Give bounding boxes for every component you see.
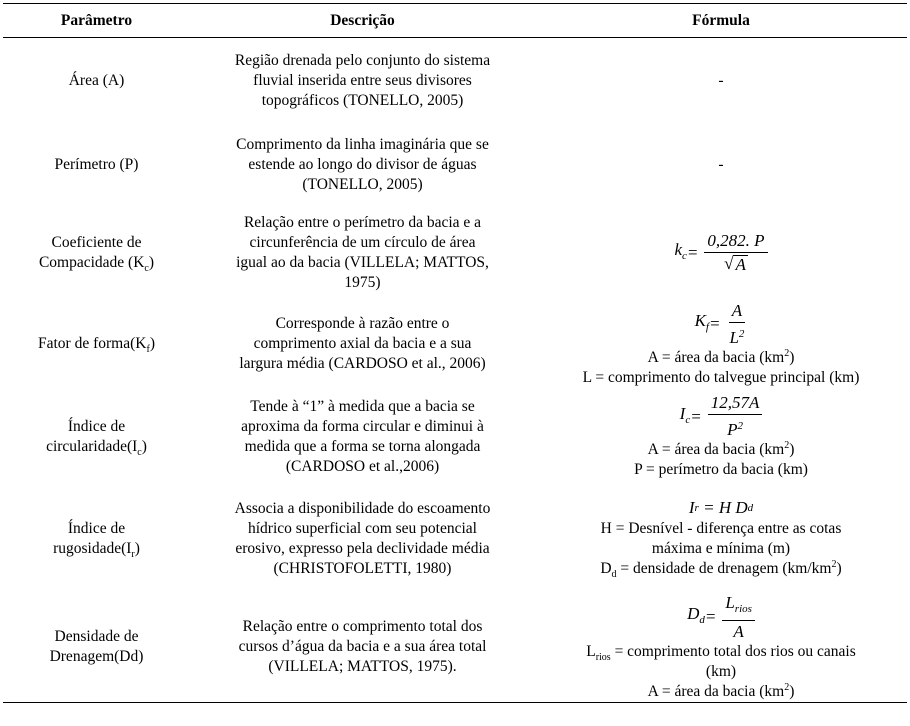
description-line: Região drenada pelo conjunto do sistema <box>234 52 491 70</box>
description-line: comprimento axial da bacia e a sua <box>253 335 472 352</box>
formula-cell <box>535 125 907 206</box>
formula-lhs-sub: r <box>694 502 699 514</box>
formula-numerator-sub: rios <box>734 602 752 615</box>
description-line: igual ao da bacia (VILLELA; MATTOS, <box>236 253 489 271</box>
param-line: Índice de <box>67 417 126 435</box>
description-line: fluvial inserida entre seus divisores <box>253 72 472 90</box>
table-row <box>3 485 907 593</box>
formula <box>689 498 753 518</box>
description-line: Tende à “1” à medida que a bacia se <box>250 397 475 415</box>
description-line: Comprimento da linha imaginária que se <box>236 136 489 153</box>
formula-note: H = Desnível - diferença entre as cotas <box>600 520 842 537</box>
formula-fraction <box>726 301 747 348</box>
description-line: (VILLELA; MATTOS, 1975). <box>268 658 457 675</box>
param-line: Drenagem(Dd) <box>49 648 144 665</box>
formula-equals: = <box>698 498 719 517</box>
formula-line <box>539 393 903 440</box>
description-line: (CHRISTOFOLETTI, 1980) <box>273 559 452 577</box>
formula-cell <box>535 593 907 703</box>
formula-note: P = perímetro da bacia (km) <box>634 461 808 478</box>
sqrt-symbol <box>724 255 748 274</box>
description-line: Relação entre o comprimento total dos <box>242 618 483 635</box>
note-superscript: 2 <box>784 439 790 451</box>
param-cell <box>3 38 190 125</box>
formula-note: (km) <box>705 662 737 680</box>
radical-sign: √ <box>724 254 734 273</box>
description-line: (CARDOSO et al.,2006) <box>285 457 440 475</box>
param-line: $rugosidade(I_r)$ <box>53 539 140 560</box>
table-row <box>3 125 907 206</box>
param-line: Área (A) <box>68 72 125 90</box>
param-cell <box>3 485 190 593</box>
description-line: 1975) <box>344 273 381 291</box>
formula-equals: = <box>686 242 699 262</box>
formula-note: L = comprimento do talvegue principal (km) <box>582 368 860 386</box>
formula-line <box>539 498 903 519</box>
param-line: Coeficiente de <box>51 233 142 251</box>
param-line: Densidade de <box>54 628 139 645</box>
radicand: A <box>735 255 746 274</box>
note-superscript: 2 <box>784 347 790 359</box>
formula-lhs: $D_d$ <box>687 604 705 626</box>
formula-denominator-sup: 2 <box>737 420 743 432</box>
header-descricao: Descrição <box>190 4 535 38</box>
formula-note: A = área da bacia $(km^2)$ <box>647 439 795 458</box>
formula <box>680 393 763 440</box>
param-cell <box>3 300 190 389</box>
param-subscript: r <box>131 548 135 560</box>
param-line: Perímetro (P) <box>54 156 139 173</box>
formula-lhs: $I_c$ <box>679 403 691 426</box>
formula <box>687 593 755 642</box>
formula-rhs: H D <box>718 498 748 517</box>
formula-note: máxima e mínima (m) <box>651 540 791 557</box>
formula-line <box>539 301 903 348</box>
formula-cell <box>535 206 907 300</box>
formula-fraction <box>722 593 755 642</box>
formula-cell <box>535 485 907 593</box>
description-cell <box>190 389 535 485</box>
description-cell <box>190 300 535 389</box>
param-subscript: c <box>144 262 149 274</box>
description-line: topográficos (TONELLO, 2005) <box>261 92 464 110</box>
formula-equals: = <box>708 314 721 333</box>
formula-line <box>539 231 903 274</box>
table-row <box>3 206 907 300</box>
param-subscript: c <box>137 446 142 458</box>
formula-numerator: 12,57A <box>708 393 763 415</box>
table-row <box>3 389 907 485</box>
formula-cell <box>535 389 907 485</box>
description-cell <box>190 485 535 593</box>
note-subscript: d <box>611 569 617 581</box>
formula-note: $L_{rios}$ = comprimento total dos rios ou canais <box>586 642 856 663</box>
description-line: hídrico superficial com seu potencial <box>248 519 477 537</box>
description-cell <box>190 206 535 300</box>
formula-denominator <box>721 253 751 274</box>
formula-note: $D_d$ = densidade de drenagem $(km/km^2)$ <box>600 558 842 581</box>
formula-lhs-sub: c <box>682 249 687 262</box>
param-cell <box>3 593 190 703</box>
formula-cell <box>535 300 907 389</box>
formula-lhs: I <box>688 498 695 517</box>
formula-denominator: A <box>733 621 744 641</box>
formula-rhs-sub: d <box>747 502 754 514</box>
formula-lhs: $k_c$ <box>674 239 687 262</box>
param-cell <box>3 389 190 485</box>
formula-cell <box>535 38 907 125</box>
description-line: (TONELLO, 2005) <box>302 176 423 193</box>
param-line: Índice de <box>67 519 126 537</box>
formula-denominator: $L^2$ <box>729 327 745 347</box>
formula-equals: = <box>704 607 717 626</box>
formula-numerator: $L_{rios}$ <box>722 593 755 621</box>
formula-lhs: $K_f$ <box>694 311 709 333</box>
table-row <box>3 593 907 703</box>
description-line: erosivo, expresso pela declividade média <box>235 539 490 557</box>
formula <box>695 301 748 348</box>
description-line: Associa a disponibilidade do escoamento <box>234 499 491 517</box>
formula-denominator: $P^2$ <box>727 420 743 439</box>
formula-equals: = <box>690 406 702 426</box>
description-cell <box>190 125 535 206</box>
header-row <box>3 4 907 38</box>
param-subscript: f <box>146 344 150 356</box>
param-line: Fator de $forma(K_f)$ <box>38 335 155 356</box>
formula-dash: - <box>718 72 724 90</box>
param-line: Compacidade $(K_c)$ <box>38 253 155 274</box>
param-cell <box>3 206 190 300</box>
description-cell <box>190 38 535 125</box>
note-subscript: rios <box>595 651 611 663</box>
description-line: Relação entre o perímetro da bacia e a <box>243 213 482 231</box>
formula-line <box>539 593 903 642</box>
description-line: largura média (CARDOSO et al., 2006) <box>239 355 486 372</box>
param-line: $circularidade(I_c)$ <box>46 437 147 458</box>
description-line: medida que a forma se torna alongada <box>244 437 481 455</box>
formula <box>674 231 767 274</box>
description-line: Corresponde à razão entre o <box>275 315 450 332</box>
description-line: cursos d’água da bacia e a sua área total <box>238 638 487 655</box>
note-superscript: 2 <box>784 681 790 693</box>
description-line: circunferência de um círculo de área <box>249 233 476 251</box>
table-row <box>3 38 907 125</box>
description-line: estende ao longo do divisor de águas <box>248 156 477 173</box>
formula-numerator: 0,282. P <box>704 231 767 253</box>
formula-fraction <box>704 231 767 274</box>
formula-lhs-sub: c <box>685 413 691 426</box>
header-parametro: Parâmetro <box>3 4 190 38</box>
description-line: aproxima da forma circular e diminui à <box>241 417 484 435</box>
formula-note: A = área da bacia $(km^2)$ <box>647 347 795 366</box>
param-cell <box>3 125 190 206</box>
formula-numerator: A <box>729 301 745 323</box>
formula-lhs-sub: d <box>699 614 705 626</box>
table-row <box>3 300 907 389</box>
formula-note: A = área da bacia $(km^2)$ <box>647 681 795 700</box>
formula-denominator-sup: 2 <box>738 327 745 340</box>
formula-dash: - <box>718 156 724 173</box>
header-formula: Fórmula <box>535 4 907 38</box>
parameters-table <box>3 3 907 703</box>
formula-fraction <box>708 393 763 440</box>
note-superscript: 2 <box>831 558 837 570</box>
description-cell <box>190 593 535 703</box>
formula-lhs-sub: f <box>705 321 709 333</box>
